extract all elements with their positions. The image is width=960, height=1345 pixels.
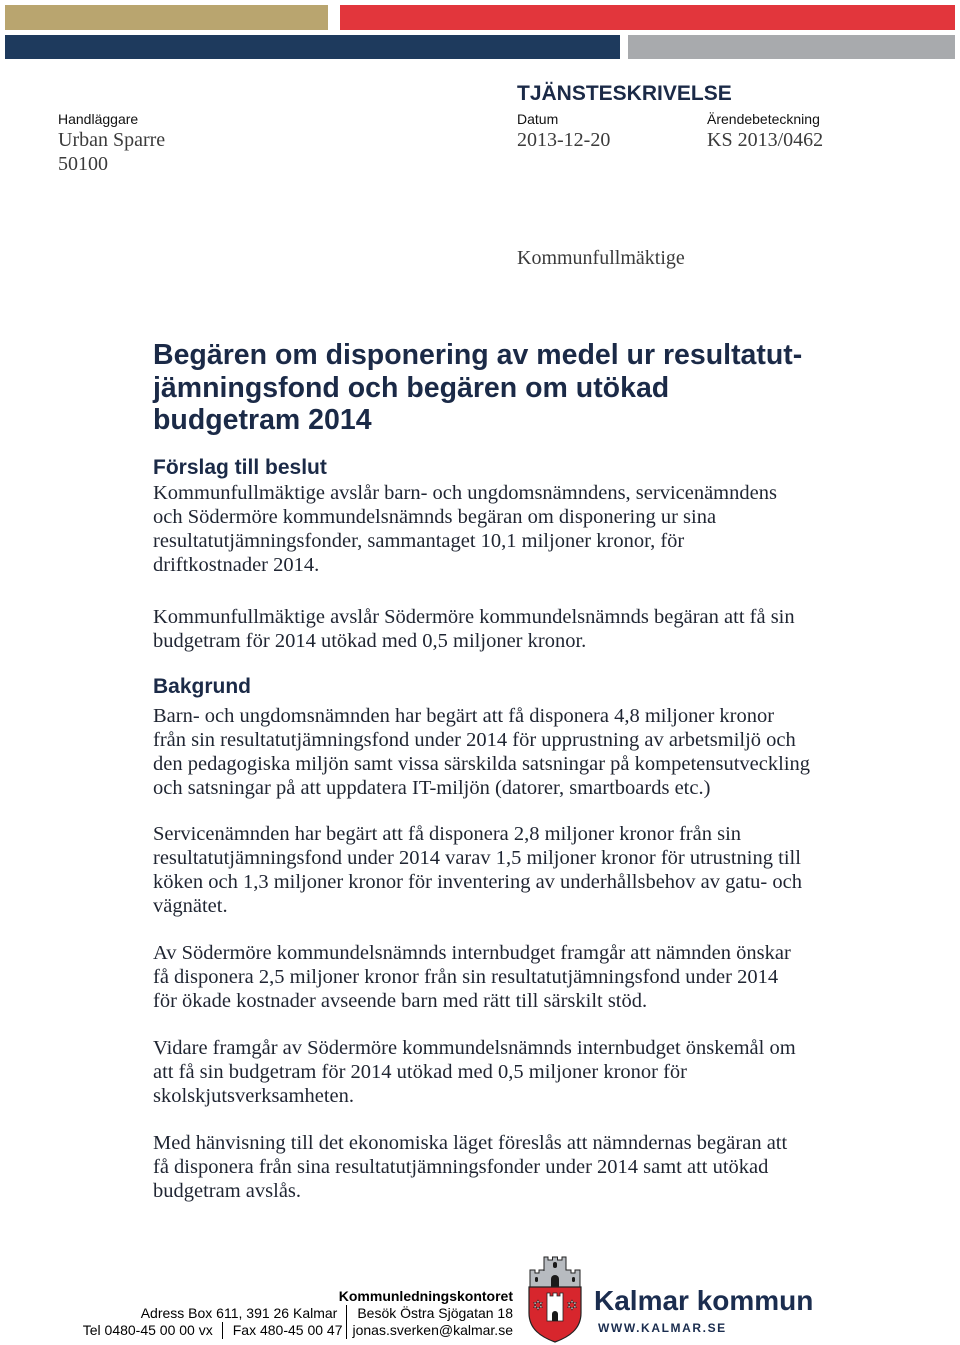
footer-visit-address: Besök Östra Sjögatan 18	[357, 1305, 513, 1321]
castle-window	[572, 1277, 575, 1282]
title-line: Begären om disponering av medel ur resultatut-	[153, 339, 803, 371]
body-line: Barn- och ungdomsnämnden har begärt att få disponera 4,8 miljoner kronor	[153, 705, 775, 727]
footer-divider	[346, 1322, 347, 1339]
footer-fax: Fax 480-45 00 47	[232, 1322, 343, 1338]
footer-phone: Tel 0480-45 00 00 vx	[82, 1322, 213, 1338]
body-line: Med hänvisning till det ekonomiska läget föreslås att nämndernas begäran att	[153, 1132, 788, 1154]
castle-window	[553, 1262, 557, 1268]
handler-code: 50100	[58, 153, 108, 175]
body-line: driftkostnader 2014.	[153, 554, 320, 576]
proposal-heading: Förslag till beslut	[153, 456, 327, 479]
footer-contact	[83, 1288, 513, 1339]
body-line: och satsningar på att uppdatera IT-miljön (datorer, smartboards etc.)	[153, 777, 711, 799]
background-heading: Bakgrund	[153, 675, 252, 698]
case-number: KS 2013/0462	[707, 129, 824, 151]
body-line: Servicenämnden har begärt att få disponera 2,8 miljoner kronor från sin	[153, 823, 742, 845]
footer-address-row	[83, 1305, 513, 1322]
castle-gate	[551, 1275, 559, 1287]
top-bar-gray	[628, 35, 955, 59]
brand-url: WWW.KALMAR.SE	[598, 1321, 727, 1335]
title-line: budgetram 2014	[153, 404, 372, 436]
title-line: jämningsfond och begären om utökad	[153, 371, 670, 404]
top-bar-tan	[5, 5, 328, 30]
body-line: Av Södermöre kommundelsnämnds internbudget framgår att nämnden önskar	[153, 942, 791, 964]
body-line: Vidare framgår av Södermöre kommundelsnämnds internbudget önskemål om	[153, 1037, 796, 1059]
body-line: resultatutjämningsfond under 2014 varav 1,5 miljoner kronor för utrustning till	[153, 847, 801, 869]
footer-address: Adress Box 611, 391 26 Kalmar	[140, 1305, 338, 1321]
body-line: resultatutjämningsfonder, sammantaget 10,1 miljoner kronor, för	[153, 530, 685, 552]
document-date: 2013-12-20	[517, 129, 611, 151]
footer-email: jonas.sverken@kalmar.se	[352, 1322, 513, 1338]
handler-label: Handläggare	[58, 111, 139, 127]
case-number-label: Ärendebeteckning	[707, 111, 820, 127]
body-line: Kommunfullmäktige avslår Södermöre kommundelsnämnds begäran att få sin	[153, 606, 795, 628]
top-bar-red	[340, 5, 955, 30]
body-line: budgetram för 2014 utökad med 0,5 miljoner kronor.	[153, 630, 587, 652]
header-color-bars	[0, 0, 960, 62]
body-line: Kommunfullmäktige avslår barn- och ungdomsnämndens, servicenämndens	[153, 482, 777, 504]
body-line: få disponera 2,5 miljoner kronor från sin resultatutjämningsfond under 2014	[153, 966, 779, 988]
background-paragraph	[153, 704, 810, 800]
footer-office: Kommunledningskontoret	[338, 1288, 513, 1304]
body-line: att få sin budgetram för 2014 utökad med 0,5 miljoner kronor för	[153, 1061, 688, 1083]
body-line: skolskjutsverksamheten.	[153, 1085, 354, 1107]
body-line: vägnätet.	[153, 895, 228, 917]
footer-phone-row	[83, 1322, 513, 1339]
body-line: för ökade kostnader avseende barn med rätt till särskilt stöd.	[153, 990, 648, 1012]
top-bar-navy	[5, 35, 620, 59]
background-paragraph	[153, 1131, 787, 1203]
proposal-paragraph	[153, 481, 777, 577]
body-line: köken och 1,3 miljoner kronor för inventering av underhållsbehov av gatu- och	[153, 871, 802, 893]
handler-name: Urban Sparre	[58, 129, 166, 151]
castle-window	[535, 1277, 538, 1282]
coat-of-arms-icon	[527, 1255, 583, 1343]
background-paragraph	[153, 1036, 796, 1108]
document-title	[153, 339, 802, 437]
shield-tower-gate	[552, 1311, 558, 1321]
body-line: få disponera från sina resultatutjämningsfonder under 2014 samt att utökad	[153, 1156, 769, 1178]
document-type: TJÄNSTESKRIVELSE	[517, 82, 732, 105]
body-line: och Södermöre kommundelsnämnds begäran om disponering ur sina	[153, 506, 717, 528]
body-line: den pedagogiska miljön samt vissa särskilda satsningar på kompetensutveckling	[153, 753, 811, 775]
footer-divider	[222, 1322, 223, 1339]
background-paragraph	[153, 822, 802, 918]
recipient: Kommunfullmäktige	[517, 247, 685, 269]
date-label: Datum	[517, 111, 559, 127]
brand-name: Kalmar kommun	[594, 1285, 814, 1316]
background-paragraph	[153, 941, 791, 1013]
proposal-paragraph	[153, 605, 795, 653]
body-line: budgetram avslås.	[153, 1180, 302, 1202]
body-line: från sin resultatutjämningsfond under 2014 för upprustning av arbetsmiljö och	[153, 729, 796, 751]
footer-divider	[346, 1305, 347, 1322]
